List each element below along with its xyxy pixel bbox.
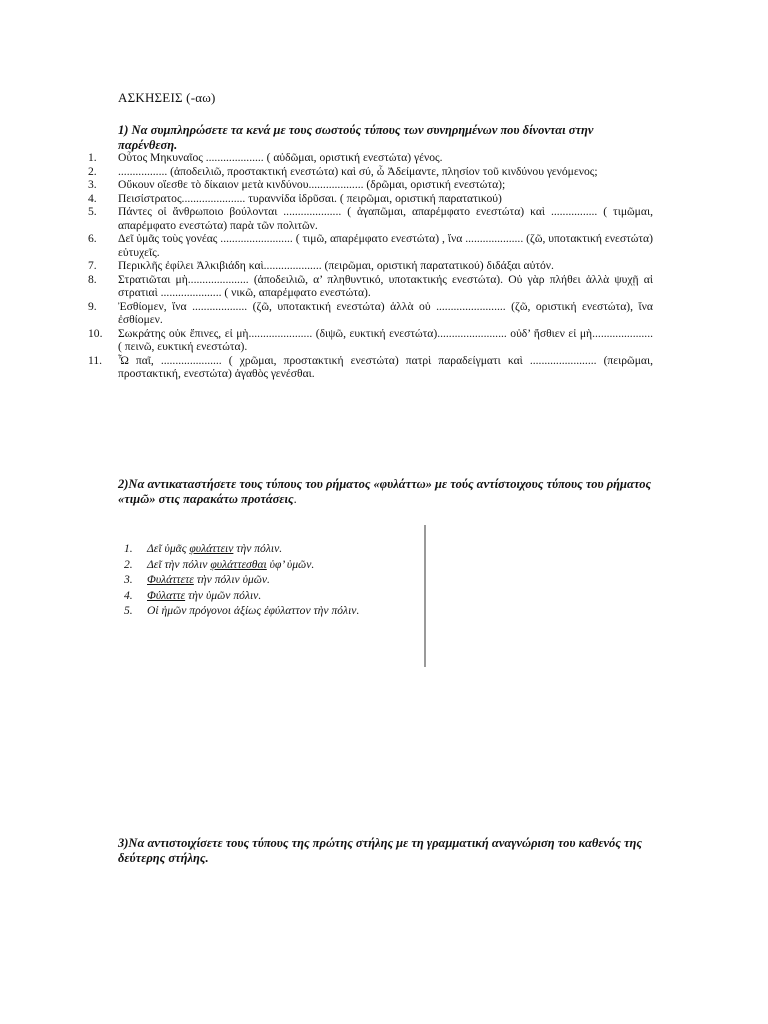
list-item bbox=[124, 603, 418, 619]
sentence-start: Δεῖ ὑμᾶς bbox=[147, 542, 190, 555]
item-text: Στρατιῶται μὴ..................... (ἀποδειλιῶ, α’ πληθυντικό, υποτακτικής ενεστώτα). Οὐ γὰρ πλήθει ἀλλὰ ψυχῇ αἱ στρατιαὶ ..................... ( νικῶ, απαρέμφατο ενεστώτα). bbox=[118, 272, 653, 299]
item-number: 2. bbox=[88, 164, 97, 178]
sentence-start: Δεῖ τὴν πόλιν bbox=[147, 557, 211, 571]
item-number: 11. bbox=[88, 353, 103, 367]
item-text bbox=[147, 557, 418, 573]
list-item bbox=[88, 205, 653, 232]
item-number: 9. bbox=[88, 299, 97, 313]
underlined-verb: Φυλάττετε bbox=[147, 573, 194, 586]
exercise-2-heading-period: . bbox=[293, 492, 297, 506]
sentence-end: τὴν ὑμῶν πόλιν. bbox=[185, 588, 262, 602]
underlined-verb: φυλάττεσθαι bbox=[210, 557, 267, 571]
list-item bbox=[124, 557, 418, 573]
exercise-1-list bbox=[88, 151, 653, 381]
list-item bbox=[124, 541, 418, 557]
item-number: 1. bbox=[124, 542, 133, 555]
list-item bbox=[88, 151, 653, 165]
list-item bbox=[88, 192, 653, 206]
item-number: 3. bbox=[88, 178, 97, 191]
list-item bbox=[88, 327, 653, 354]
item-number: 4. bbox=[124, 588, 133, 602]
item-text: Οὗτος Μηκυναῖος .................... ( αὐδῶμαι, οριστική ενεστώτα) γένος. bbox=[118, 151, 443, 164]
item-text: Δεῖ ὑμᾶς τοὺς γονέας ......................... ( τιμῶ, απαρέμφατο ενεστώτα) , ἵνα .................... (ζῶ, υποτακτική ενεστώτα) εὐτυχεῖς. bbox=[118, 232, 653, 259]
underlined-verb: φυλάττειν bbox=[189, 542, 234, 555]
underlined-verb: Φύλαττε bbox=[147, 588, 186, 602]
exercise-1-heading: 1) Να συμπληρώσετε τα κενά με τους σωστούς τύπους των συνηρημένων που δίνονται στην παρένθεση. bbox=[118, 123, 594, 152]
sentence-start: Οἱ ἡμῶν πρόγονοι ἀξίως ἐφύλαττον τὴν πόλιν. bbox=[147, 604, 360, 617]
exercise-2-heading-text: 2)Να αντικαταστήσετε τους τύπους του ρήματος «φυλάττω» με τούς αντίστοιχους τύπους του ρήματος «τιμῶ» στις παρακάτω προτάσεις bbox=[118, 477, 652, 506]
item-number: 7. bbox=[88, 259, 97, 272]
item-number: 3. bbox=[124, 573, 133, 586]
list-item bbox=[88, 300, 653, 327]
item-number: 5. bbox=[124, 604, 133, 617]
sentence-end: τὴν πόλιν ὑμῶν. bbox=[193, 573, 270, 586]
item-number: 10. bbox=[88, 326, 103, 340]
page-title: ΑΣΚΗΣΕΙΣ (-αω) bbox=[118, 90, 216, 105]
exercise-2-heading bbox=[118, 477, 653, 507]
exercise-3-heading: 3)Να αντιστοιχίσετε τους τύπους της πρώτης στήλης με τη γραμματική αναγνώριση του καθενός της δεύτερης στήλης. bbox=[118, 836, 642, 865]
sentence-end: τὴν πόλιν. bbox=[233, 542, 283, 555]
item-text bbox=[147, 541, 418, 557]
column-divider bbox=[424, 525, 426, 667]
item-number: 4. bbox=[88, 191, 97, 205]
item-text: Σωκράτης οὐκ ἔπινες, εἰ μὴ...................... (διψῶ, ευκτική ενεστώτα)........................ οὐδ’ ἤσθιεν εἰ μὴ..................... ( πεινῶ, ευκτική ενεστώτα). bbox=[118, 326, 653, 353]
list-item bbox=[88, 232, 653, 259]
list-item bbox=[124, 572, 418, 588]
list-item bbox=[88, 273, 653, 300]
item-text: Οὔκουν οἴεσθε τὸ δίκαιον μετὰ κινδύνου................... (δρῶμαι, οριστική ενεστώτα); bbox=[118, 178, 506, 191]
item-number: 8. bbox=[88, 272, 97, 286]
item-number: 2. bbox=[124, 557, 133, 571]
item-text: Περικλῆς ἐφίλει Ἀλκιβιάδη καὶ.................... (πειρῶμαι, οριστική παρατατικού) διδάξαι αὐτόν. bbox=[118, 259, 554, 272]
list-item bbox=[88, 178, 653, 192]
item-number: 5. bbox=[88, 205, 97, 218]
item-text: Ἐσθίομεν, ἵνα ................... (ζῶ, υποτακτική ενεστώτα) ἀλλὰ οὐ ........................ (ζῶ, οριστική ενεστώτα), ἵνα ἐσθίομεν. bbox=[118, 299, 653, 326]
item-text bbox=[147, 603, 418, 619]
item-text: Πεισίστρατος...................... τυραννίδα ἱδρῦσαι. ( πειρῶμαι, οριστική παρατατικού) bbox=[118, 191, 502, 205]
list-item bbox=[88, 354, 653, 381]
sentence-end: ὑφ’ ὑμῶν. bbox=[266, 557, 315, 571]
list-item bbox=[88, 165, 653, 179]
list-item bbox=[88, 259, 653, 273]
item-text: ................. (ἀποδειλιῶ, προστακτική ενεστώτα) καὶ σύ, ὦ Ἀδείμαντε, πλησίον τοῦ κινδύνου γενόμενος; bbox=[118, 164, 598, 178]
item-text bbox=[147, 572, 418, 588]
item-text bbox=[147, 588, 418, 604]
item-number: 6. bbox=[88, 232, 97, 245]
list-item bbox=[124, 588, 418, 604]
item-text: Ὦ παῖ, ..................... ( χρῶμαι, προστακτική ενεστώτα) πατρὶ παραδείγματι καὶ ....................... (πειρῶμαι, προστακτική, ενεστώτα) ἀγαθὸς γενέσθαι. bbox=[118, 353, 653, 380]
exercise-2-list bbox=[124, 541, 418, 619]
item-text: Πάντες οἱ ἄνθρωποιο βούλονται .................... ( ἀγαπῶμαι, απαρέμφατο ενεστώτα) καὶ ................ ( τιμῶμαι, απαρέμφατο ενεστώτα) παρὰ τῶν πολιτῶν. bbox=[118, 205, 653, 232]
item-number: 1. bbox=[88, 151, 97, 164]
